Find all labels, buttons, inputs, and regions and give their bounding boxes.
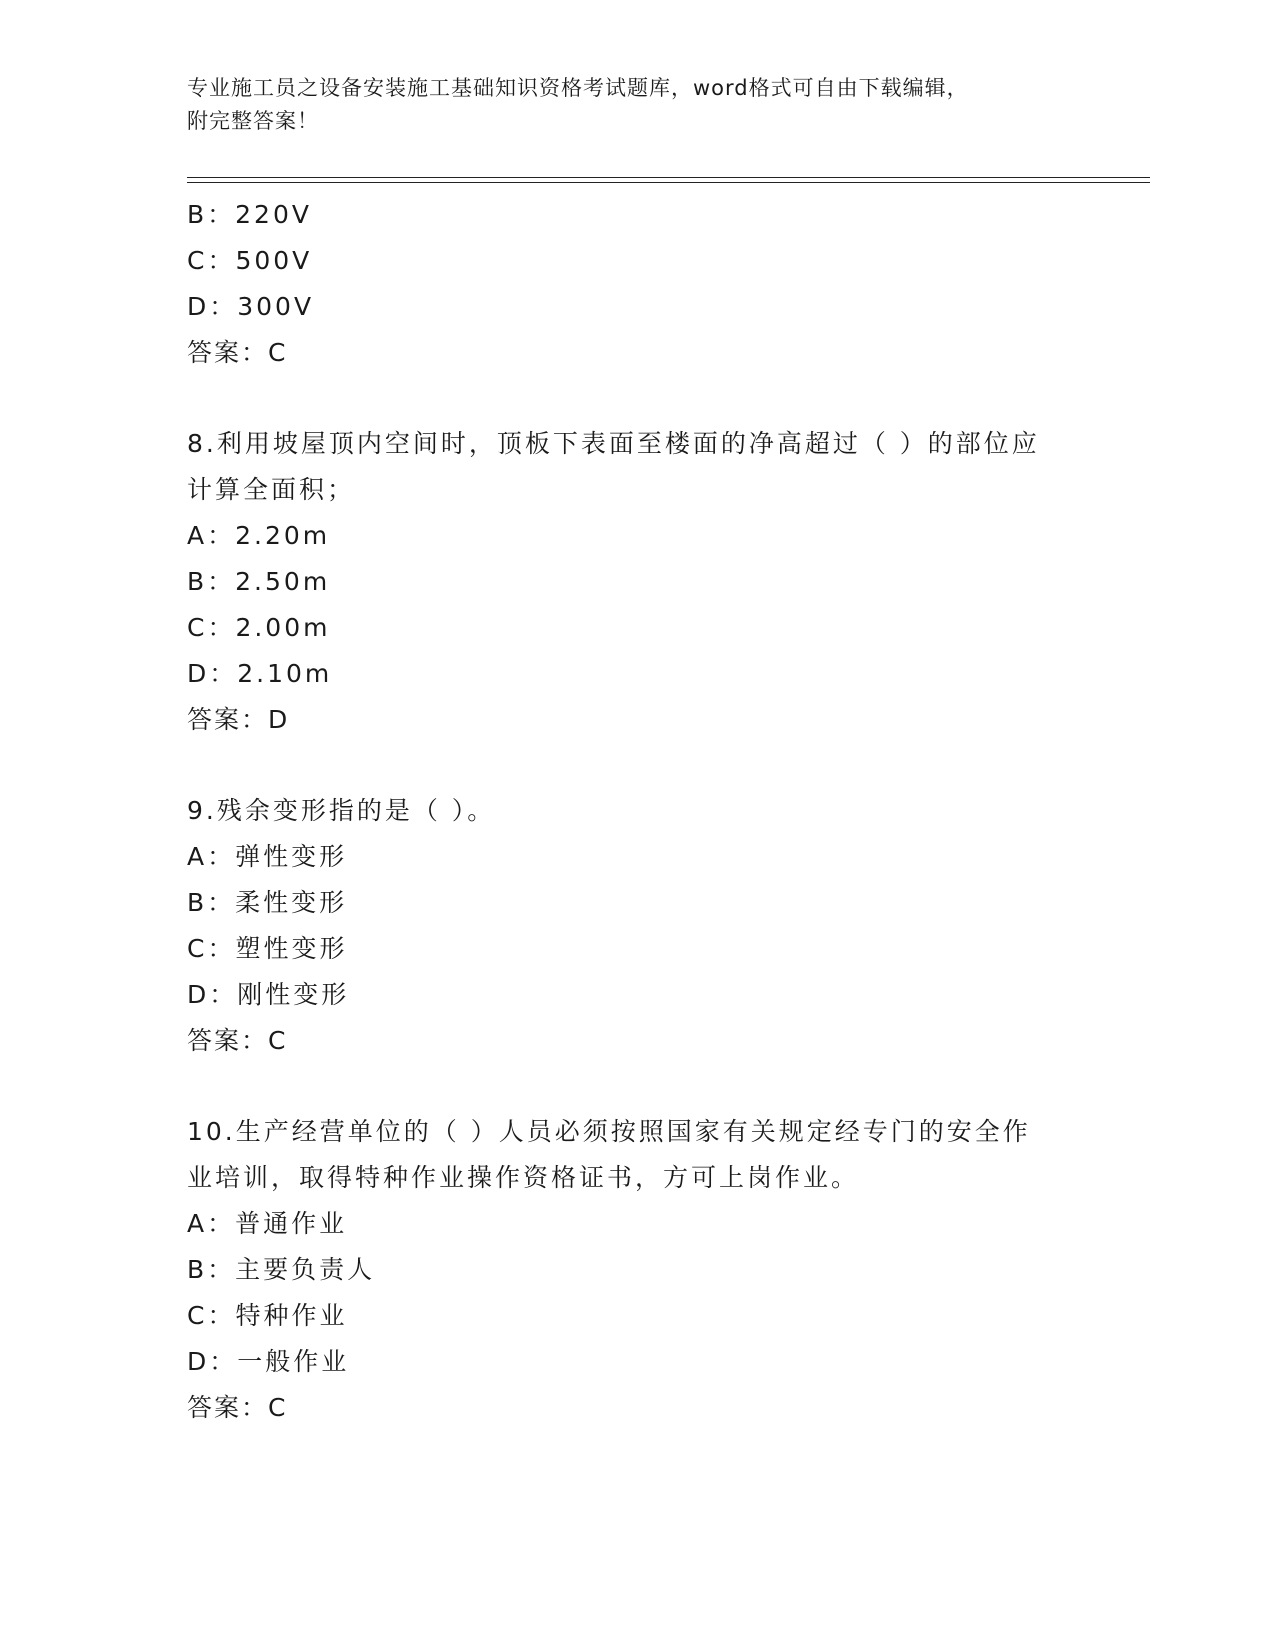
question-text: 8.利用坡屋顶内空间时，顶板下表面至楼面的净高超过（ ）的部位应 — [187, 429, 1040, 458]
partial-question — [187, 192, 1087, 376]
question-text: 10.生产经营单位的（ ）人员必须按照国家有关规定经专门的安全作 — [187, 1117, 1031, 1146]
question-9 — [187, 788, 1087, 1064]
header-line-2: 附完整答案！ — [187, 109, 319, 133]
answer: 答案：D — [187, 705, 290, 734]
option-a: A：2.20m — [187, 521, 331, 550]
option-b: B：2.50m — [187, 567, 331, 596]
document-body — [187, 192, 1087, 1431]
spacer — [187, 743, 1087, 788]
option-c: C：2.00m — [187, 613, 331, 642]
header-line-1: 专业施工员之设备安装施工基础知识资格考试题库，word格式可自由下载编辑， — [187, 76, 969, 100]
option-b: B：主要负责人 — [187, 1255, 376, 1284]
option-a: A：普通作业 — [187, 1209, 348, 1238]
answer: 答案：C — [187, 1026, 288, 1055]
header-rule-bottom — [187, 182, 1150, 183]
document-header — [187, 72, 1087, 138]
option-c: C：特种作业 — [187, 1301, 348, 1330]
option-d: D：一般作业 — [187, 1347, 350, 1376]
question-text-cont: 计算全面积； — [187, 475, 356, 504]
header-rule-top — [187, 177, 1150, 178]
answer: 答案：C — [187, 338, 288, 367]
question-8 — [187, 421, 1087, 743]
option-b: B：柔性变形 — [187, 888, 348, 917]
option-c: C：500V — [187, 246, 313, 275]
spacer — [187, 1064, 1087, 1109]
answer: 答案：C — [187, 1393, 288, 1422]
question-text: 9.残余变形指的是（ ）。 — [187, 796, 496, 825]
option-d: D：刚性变形 — [187, 980, 350, 1009]
question-10 — [187, 1109, 1087, 1431]
option-b: B：220V — [187, 200, 312, 229]
option-d: D：300V — [187, 292, 315, 321]
spacer — [187, 376, 1087, 421]
option-c: C：塑性变形 — [187, 934, 348, 963]
question-text-cont: 业培训，取得特种作业操作资格证书，方可上岗作业。 — [187, 1163, 860, 1192]
option-a: A：弹性变形 — [187, 842, 348, 871]
option-d: D：2.10m — [187, 659, 333, 688]
